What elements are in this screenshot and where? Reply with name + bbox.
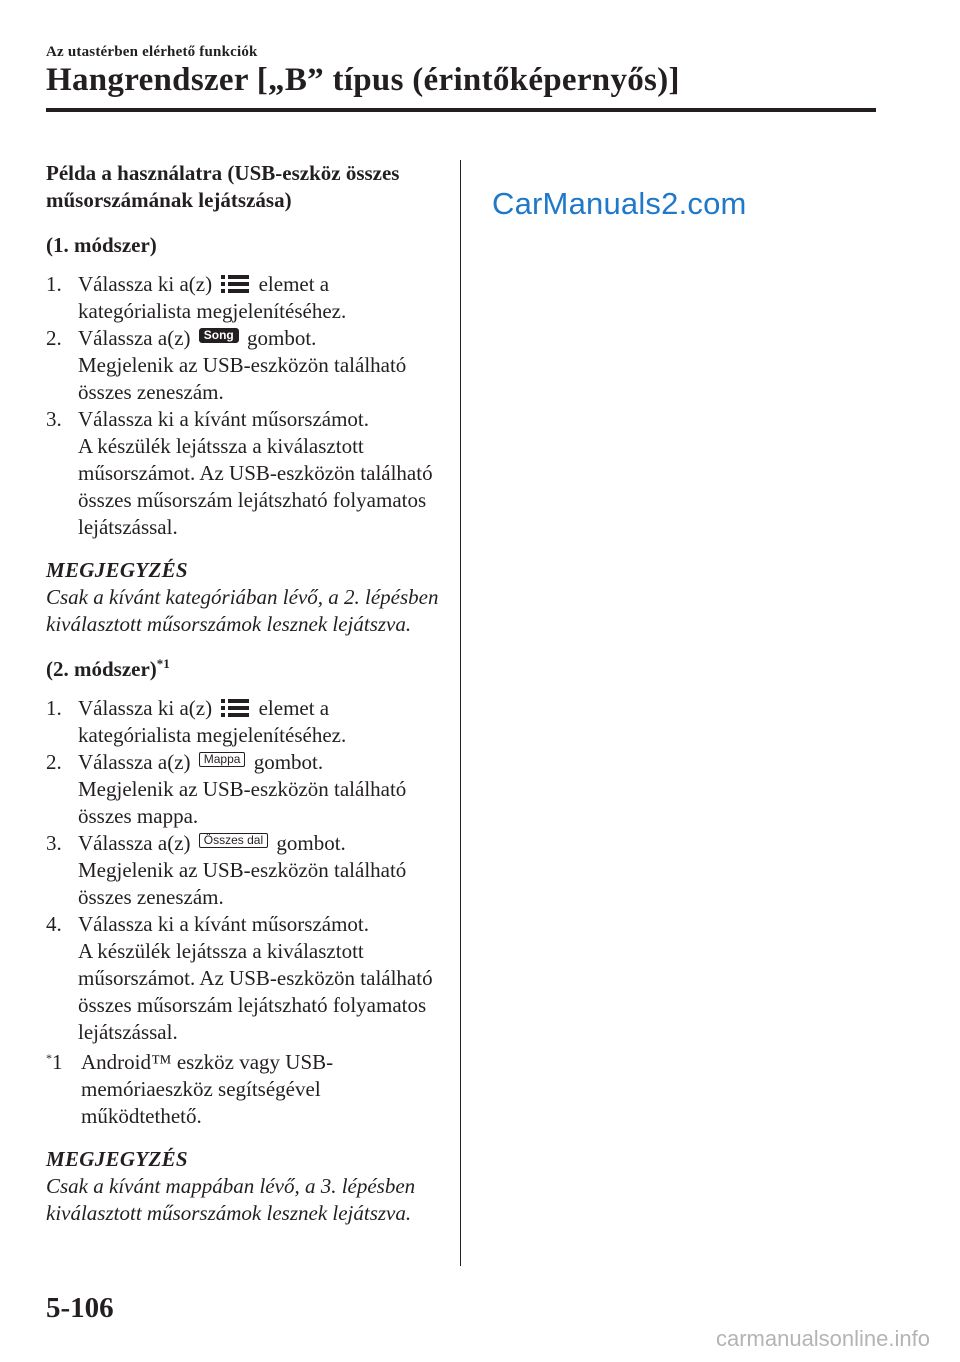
step-text: Válassza a(z) (78, 750, 191, 774)
step-text: Válassza a(z) (78, 326, 191, 350)
step-number: 1. (46, 696, 62, 720)
step-text: Válassza a(z) (78, 831, 191, 855)
page-title: Hangrendszer [„B” típus (érintőképernyős)] (46, 62, 680, 98)
step-text: gombot. (247, 326, 317, 350)
method1-step-2 (46, 325, 446, 406)
left-column (46, 160, 446, 1227)
note-title: MEGJEGYZÉS (46, 1147, 188, 1171)
step-number: 3. (46, 407, 62, 431)
footnote-ref: *1 (156, 656, 170, 671)
method1-note (46, 557, 446, 638)
step-text: Válassza ki a kívánt műsorszámot. (78, 912, 370, 936)
step-number: 2. (46, 326, 62, 350)
list-icon (220, 698, 250, 718)
note-text: Csak a kívánt kategóriában lévő, a 2. lépésben kiválasztott műsorszámok lesznek lejátszva. (46, 585, 439, 636)
footnote-mark: *1 (46, 1050, 63, 1074)
step-number: 3. (46, 831, 62, 855)
step-text: elemet a kategórialista megjelenítéséhez. (78, 272, 347, 323)
step-text: gombot. (276, 831, 346, 855)
step-text: Válassza ki a(z) (78, 696, 213, 720)
method1-title: (1. módszer) (46, 233, 157, 257)
step-result-text: A készülék lejátssza a kiválasztott műsorszámot. Az USB-eszközön található összes műsorszám lejátszható folyamatos lejátszással. (78, 939, 433, 1044)
method1-step-1 (46, 271, 446, 325)
section-label: Az utastérben elérhető funkciók (46, 44, 258, 60)
method1-steps (46, 271, 446, 541)
step-text: Válassza ki a(z) (78, 272, 213, 296)
watermark-footer: carmanualsonline.info (715, 1326, 930, 1351)
footnote (46, 1049, 446, 1130)
page-number: 5-106 (46, 1292, 114, 1324)
osszes-dal-button-image: Összes dal (199, 833, 268, 848)
footnote-text: Android™ eszköz vagy USB-memóriaeszköz segítségével működtethető. (81, 1050, 334, 1128)
method2-step-4 (46, 911, 446, 1046)
method1-step-3 (46, 406, 446, 541)
step-result-text: Megjelenik az USB-eszközön található összes zeneszám. (78, 858, 407, 909)
mappa-button-image: Mappa (199, 752, 246, 767)
step-number: 2. (46, 750, 62, 774)
method2-step-2 (46, 749, 446, 830)
example-heading: Példa a használatra (USB-eszköz összes műsorszámának lejátszása) (46, 161, 400, 212)
step-number: 1. (46, 272, 62, 296)
step-result-text: A készülék lejátssza a kiválasztott műsorszámot. Az USB-eszközön található összes műsorszám lejátszható folyamatos lejátszással. (78, 434, 433, 539)
note-text: Csak a kívánt mappában lévő, a 3. lépésben kiválasztott műsorszámok lesznek lejátszva. (46, 1174, 416, 1225)
step-text: gombot. (253, 750, 324, 774)
watermark-logo: CarManuals2.com (492, 186, 747, 221)
step-result-text: Megjelenik az USB-eszközön található összes zeneszám. (78, 353, 407, 404)
note-title: MEGJEGYZÉS (46, 558, 188, 582)
method2-title: (2. módszer)$^{*1}$ (46, 656, 170, 681)
method2-steps (46, 695, 446, 1046)
method2-step-1 (46, 695, 446, 749)
method2-step-3 (46, 830, 446, 911)
step-result-text: Megjelenik az USB-eszközön található összes mappa. (78, 777, 407, 828)
step-text: elemet a kategórialista megjelenítéséhez. (78, 696, 347, 747)
list-icon (220, 274, 250, 294)
step-text: Válassza ki a kívánt műsorszámot. (78, 407, 370, 431)
method2-note (46, 1146, 446, 1227)
header-divider (46, 108, 876, 112)
column-divider (460, 160, 461, 1266)
step-number: 4. (46, 912, 62, 936)
song-button-image: Song (199, 328, 239, 343)
